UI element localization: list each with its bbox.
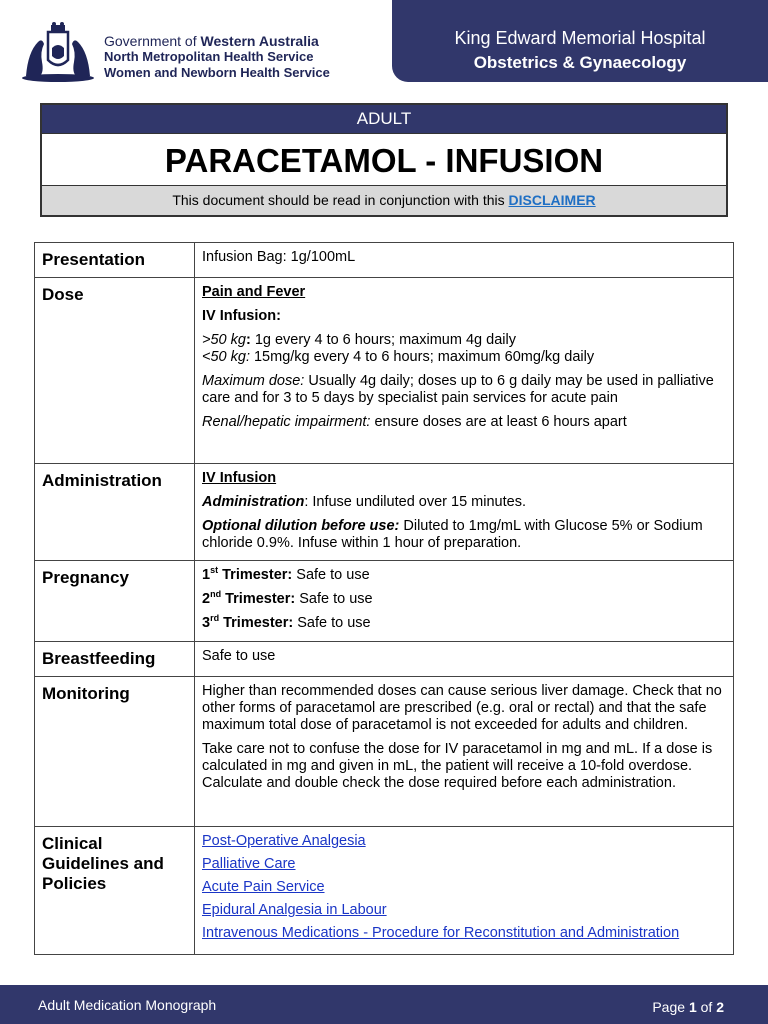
guideline-link[interactable]: Epidural Analgesia in Labour [202, 902, 387, 918]
administration-infuse: Administration: Infuse undiluted over 15 minutes. [202, 494, 526, 510]
monitoring-content [195, 677, 734, 827]
disclaimer-text: This document should be read in conjunction with this [172, 192, 505, 208]
row-label-dose: Dose [35, 278, 195, 464]
table-row [35, 677, 734, 827]
breastfeeding-content [195, 642, 734, 677]
dose-heading: Pain and Fever [202, 284, 306, 300]
guideline-link[interactable]: Acute Pain Service [202, 879, 325, 895]
disclaimer-link[interactable]: DISCLAIMER [508, 192, 596, 208]
pregnancy-trimester-3: 3rd Trimester: Safe to use [202, 613, 371, 631]
row-label-monitoring: Monitoring [35, 677, 195, 827]
row-label-breastfeeding: Breastfeeding [35, 642, 195, 677]
footer-document-type: Adult Medication Monograph [38, 997, 217, 1013]
pregnancy-trimester-2: 2nd Trimester: Safe to use [202, 589, 373, 607]
monitoring-paragraph: Take care not to confuse the dose for IV paracetamol in mg and mL. If a dose is calculated in mg and given in mL, the patient will receive a 10-fold overdose. Calculate and double check the dose required before each administration. [202, 741, 713, 791]
administration-heading: IV Infusion [202, 470, 277, 486]
coat-of-arms-icon [18, 22, 98, 84]
dose-renal-hepatic: Renal/hepatic impairment: ensure doses are at least 6 hours apart [202, 414, 627, 430]
presentation-content [195, 243, 734, 278]
guideline-link[interactable]: Palliative Care [202, 856, 296, 872]
presentation-text: Infusion Bag: 1g/100mL [202, 249, 356, 265]
page-title: PARACETAMOL - INFUSION [42, 133, 726, 186]
organisation-logo [18, 22, 358, 84]
monograph-category: ADULT [42, 105, 726, 133]
row-label-administration: Administration [35, 464, 195, 561]
guidelines-content [195, 827, 734, 955]
administration-dilution: Optional dilution before use: Diluted to 1mg/mL with Glucose 5% or Sodium chloride 0.9%. Infuse within 1 hour of preparation. [202, 518, 703, 551]
dose-content [195, 278, 734, 464]
row-label-presentation: Presentation [35, 243, 195, 278]
dose-over-50kg: >50 kg: 1g every 4 to 6 hours; maximum 4g daily [202, 332, 516, 348]
government-name: Government of Western Australia [104, 33, 319, 49]
dose-subheading: IV Infusion: [202, 308, 281, 324]
table-row [35, 561, 734, 642]
table-row [35, 827, 734, 955]
table-row [35, 642, 734, 677]
administration-content [195, 464, 734, 561]
pregnancy-content [195, 561, 734, 642]
health-service-name: North Metropolitan Health Service [104, 49, 314, 64]
disclaimer-notice [42, 186, 726, 215]
guideline-link[interactable]: Intravenous Medications - Procedure for Reconstitution and Administration [202, 925, 680, 941]
monograph-table [34, 242, 734, 955]
row-label-guidelines: Clinical Guidelines and Policies [35, 827, 195, 955]
breastfeeding-text: Safe to use [202, 648, 276, 664]
table-row [35, 243, 734, 278]
dose-maximum: Maximum dose: Usually 4g daily; doses up to 6 g daily may be used in palliative care and for 3 to 5 days by specialist pain services for acute pain [202, 373, 714, 406]
hospital-banner [392, 0, 768, 82]
dose-under-50kg: <50 kg: 15mg/kg every 4 to 6 hours; maximum 60mg/kg daily [202, 349, 595, 365]
monograph-title-block [40, 103, 728, 217]
table-row [35, 278, 734, 464]
guideline-link[interactable]: Post-Operative Analgesia [202, 833, 366, 849]
pregnancy-trimester-1: 1st Trimester: Safe to use [202, 565, 370, 583]
row-label-pregnancy: Pregnancy [35, 561, 195, 642]
page-footer [0, 985, 768, 1024]
sub-service-name: Women and Newborn Health Service [104, 65, 330, 80]
monitoring-paragraph: Higher than recommended doses can cause serious liver damage. Check that no other forms of paracetamol are prescribed (e.g. oral or rectal) and that the safe maximum total dose of paracetamol is not exceeded for adults and children. [202, 683, 722, 733]
hospital-name: King Edward Memorial Hospital [454, 28, 706, 48]
page-number: Page 1 of 2 [652, 999, 724, 1015]
hospital-department: Obstetrics & Gynaecology [473, 53, 687, 72]
table-row [35, 464, 734, 561]
